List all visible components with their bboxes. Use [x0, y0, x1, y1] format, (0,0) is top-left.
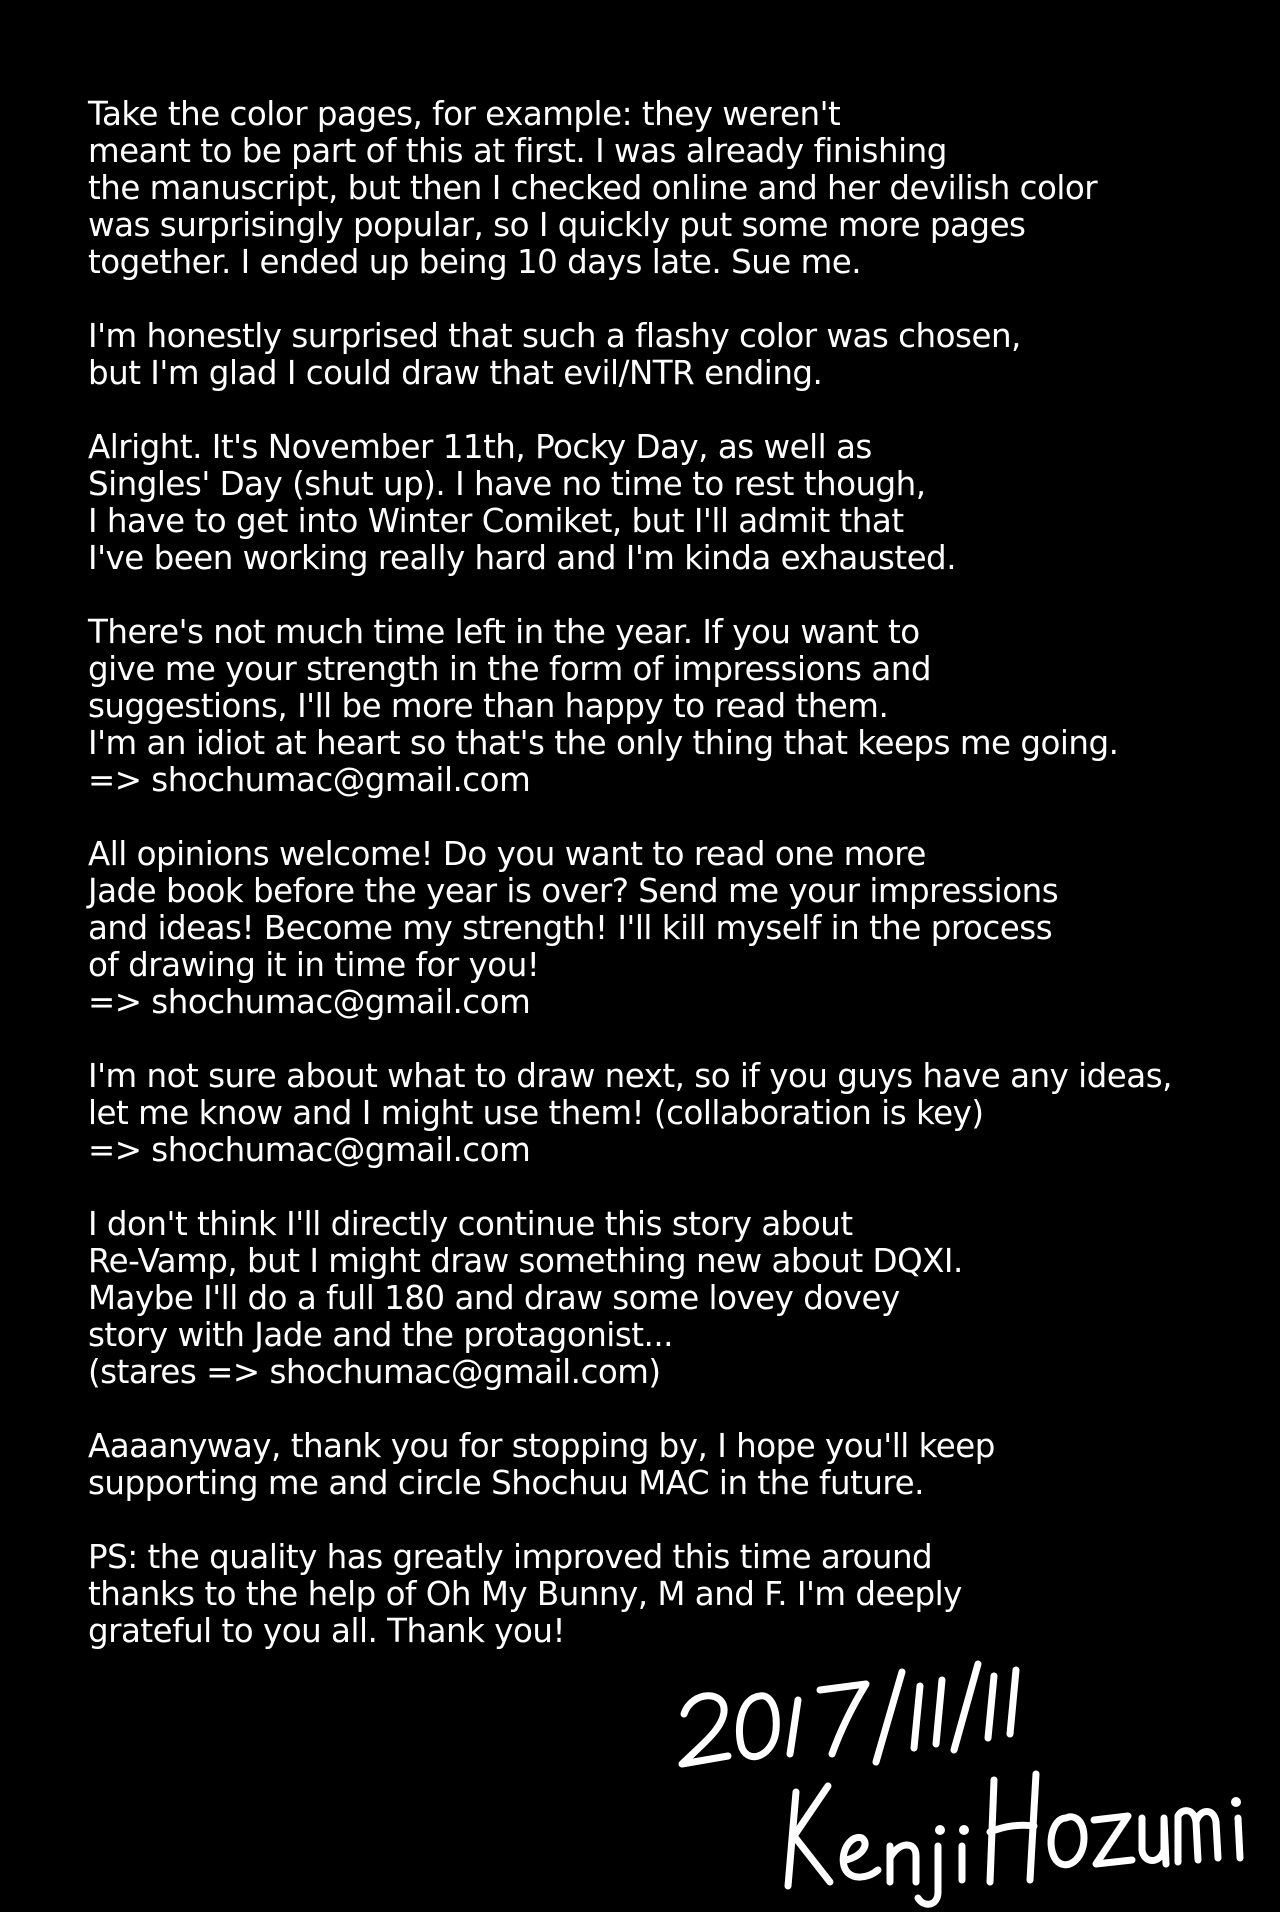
signature-dot	[959, 1825, 969, 1835]
text-line: Aaaanyway, thank you for stopping by, I hope you'll keep	[88, 1427, 995, 1465]
paragraph	[88, 1428, 1248, 1502]
afterword-text	[88, 96, 1248, 1687]
paragraph	[88, 1058, 1248, 1169]
paragraph	[88, 318, 1248, 392]
text-line: I've been working really hard and I'm kinda exhausted.	[88, 539, 957, 577]
text-line: meant to be part of this at first. I was already finishing	[88, 132, 947, 170]
text-line: story with Jade and the protagonist...	[88, 1316, 673, 1354]
paragraph	[88, 836, 1248, 1021]
text-line: together. I ended up being 10 days late. Sue me.	[88, 243, 862, 281]
text-line: => shochumac@gmail.com	[88, 983, 531, 1021]
text-line: Jade book before the year is over? Send me your impressions	[88, 872, 1059, 910]
text-line: let me know and I might use them! (collaboration is key)	[88, 1094, 984, 1132]
text-line: Singles' Day (shut up). I have no time to rest though,	[88, 465, 926, 503]
text-line: Maybe I'll do a full 180 and draw some lovey dovey	[88, 1279, 900, 1317]
text-line: grateful to you all. Thank you!	[88, 1612, 566, 1650]
text-line: was surprisingly popular, so I quickly put some more pages	[88, 206, 1026, 244]
signature-name	[788, 1774, 1240, 1904]
paragraph	[88, 429, 1248, 577]
text-line: suggestions, I'll be more than happy to read them.	[88, 687, 889, 725]
text-line: (stares => shochumac@gmail.com)	[88, 1353, 661, 1391]
text-line: I don't think I'll directly continue this story about	[88, 1205, 853, 1243]
text-line: and ideas! Become my strength! I'll kill myself in the process	[88, 909, 1053, 947]
paragraph	[88, 614, 1248, 799]
text-line: the manuscript, but then I checked online and her devilish color	[88, 169, 1098, 207]
text-line: supporting me and circle Shochuu MAC in the future.	[88, 1464, 924, 1502]
text-line: I'm an idiot at heart so that's the only thing that keeps me going.	[88, 724, 1119, 762]
paragraph	[88, 96, 1248, 281]
paragraph	[88, 1206, 1248, 1391]
text-line: Take the color pages, for example: they weren't	[88, 95, 841, 133]
text-line: I have to get into Winter Comiket, but I'll admit that	[88, 502, 904, 540]
signature-date	[682, 1664, 1016, 1764]
handwritten-signature	[670, 1650, 1260, 1912]
text-line: thanks to the help of Oh My Bunny, M and F. I'm deeply	[88, 1575, 962, 1613]
signature-drawing	[670, 1650, 1260, 1912]
text-line: but I'm glad I could draw that evil/NTR ending.	[88, 354, 823, 392]
text-line: There's not much time left in the year. If you want to	[88, 613, 920, 651]
text-line: I'm not sure about what to draw next, so if you guys have any ideas,	[88, 1057, 1172, 1095]
signature-dot	[935, 1825, 945, 1835]
text-line: I'm honestly surprised that such a flashy color was chosen,	[88, 317, 1021, 355]
signature-dot	[1231, 1797, 1241, 1807]
text-line: give me your strength in the form of impressions and	[88, 650, 931, 688]
text-line: All opinions welcome! Do you want to read one more	[88, 835, 926, 873]
text-line: PS: the quality has greatly improved this time around	[88, 1538, 933, 1576]
text-line: of drawing it in time for you!	[88, 946, 540, 984]
text-line: Alright. It's November 11th, Pocky Day, as well as	[88, 428, 872, 466]
text-line: Re-Vamp, but I might draw something new about DQXI.	[88, 1242, 963, 1280]
text-line: => shochumac@gmail.com	[88, 761, 531, 799]
text-line: => shochumac@gmail.com	[88, 1131, 531, 1169]
paragraph	[88, 1539, 1248, 1650]
